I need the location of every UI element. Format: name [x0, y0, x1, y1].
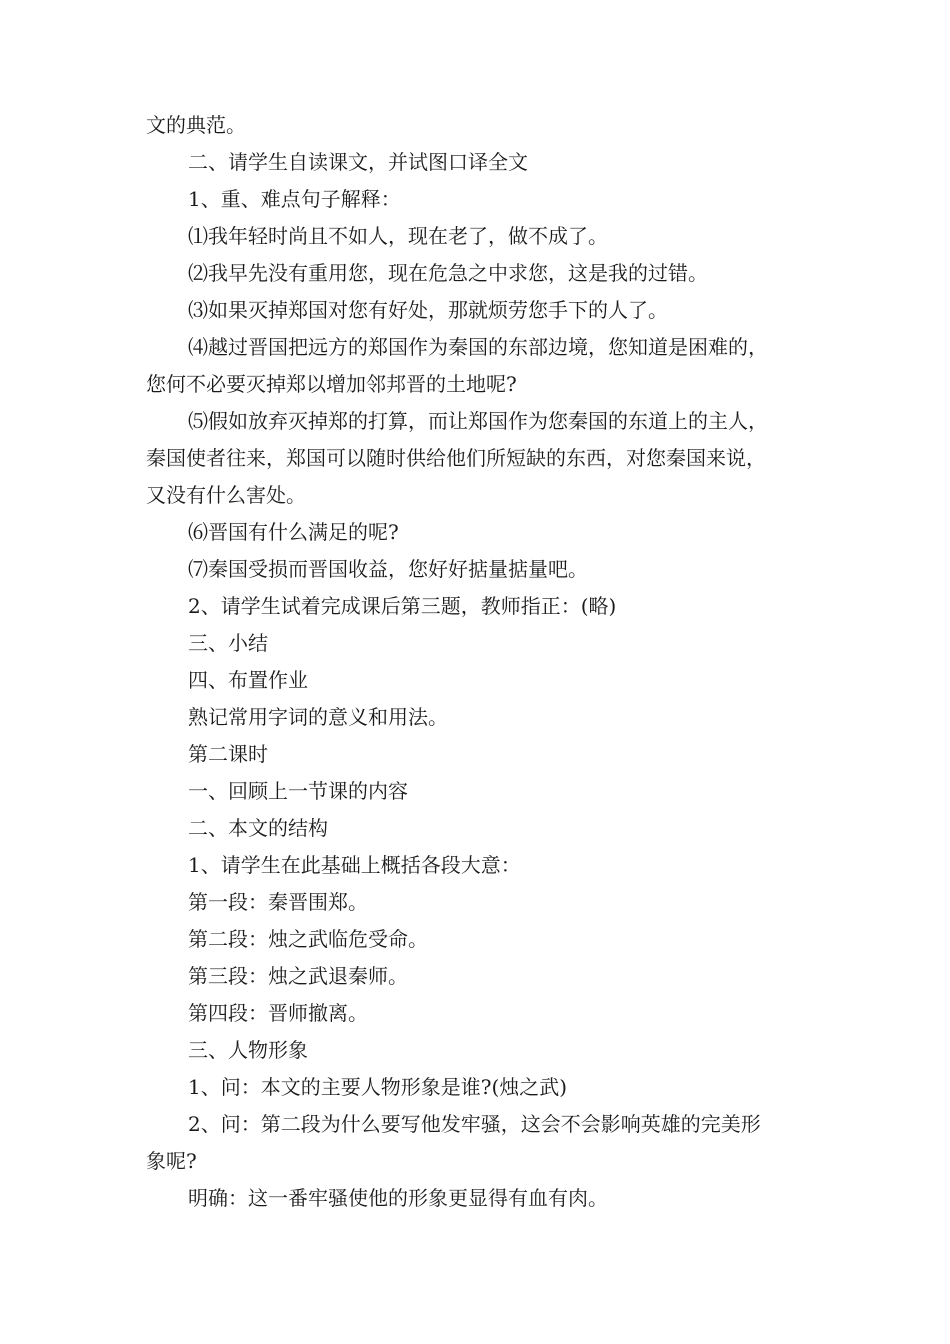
text-line: 三、小结 — [188, 631, 268, 655]
text-line: 2、请学生试着完成课后第三题，教师指正：(略) — [188, 594, 617, 618]
text-line: 二、本文的结构 — [188, 816, 328, 840]
text-line: 第三段：烛之武退秦师。 — [188, 964, 408, 988]
text-line: 第一段：秦晋围郑。 — [188, 890, 368, 914]
text-line: 三、人物形象 — [188, 1038, 308, 1062]
text-line: 象呢? — [146, 1149, 197, 1173]
text-line: ⑹晋国有什么满足的呢? — [188, 520, 399, 544]
text-line: 1、重、难点句子解释： — [188, 187, 401, 211]
text-line: 您何不必要灭掉郑以增加邻邦晋的土地呢? — [146, 372, 517, 396]
text-line: ⑴我年轻时尚且不如人，现在老了，做不成了。 — [188, 224, 608, 248]
text-line: 第二段：烛之武临危受命。 — [188, 927, 428, 951]
text-line: ⑷越过晋国把远方的郑国作为秦国的东部边境，您知道是困难的， — [188, 335, 768, 359]
text-line: ⑵我早先没有重用您，现在危急之中求您，这是我的过错。 — [188, 261, 708, 285]
text-line: 文的典范。 — [146, 113, 246, 137]
text-line: 明确：这一番牢骚使他的形象更显得有血有肉。 — [188, 1186, 608, 1210]
text-line: 第四段：晋师撤离。 — [188, 1001, 368, 1025]
text-line: 一、回顾上一节课的内容 — [188, 779, 408, 803]
text-line: 1、请学生在此基础上概括各段大意： — [188, 853, 521, 877]
text-line: 第二课时 — [188, 742, 268, 766]
text-line: 熟记常用字词的意义和用法。 — [188, 705, 448, 729]
text-line: 四、布置作业 — [188, 668, 308, 692]
text-line: ⑶如果灭掉郑国对您有好处，那就烦劳您手下的人了。 — [188, 298, 668, 322]
text-line: 秦国使者往来，郑国可以随时供给他们所短缺的东西，对您秦国来说， — [146, 446, 766, 470]
text-line: ⑸假如放弃灭掉郑的打算，而让郑国作为您秦国的东道上的主人， — [188, 409, 768, 433]
text-line: 二、请学生自读课文，并试图口译全文 — [188, 150, 528, 174]
text-line: 2、问：第二段为什么要写他发牢骚，这会不会影响英雄的完美形 — [188, 1112, 761, 1136]
text-line: 1、问：本文的主要人物形象是谁?(烛之武) — [188, 1075, 568, 1099]
document-body — [146, 107, 818, 1217]
text-line: 又没有什么害处。 — [146, 483, 306, 507]
text-line: ⑺秦国受损而晋国收益，您好好掂量掂量吧。 — [188, 557, 588, 581]
